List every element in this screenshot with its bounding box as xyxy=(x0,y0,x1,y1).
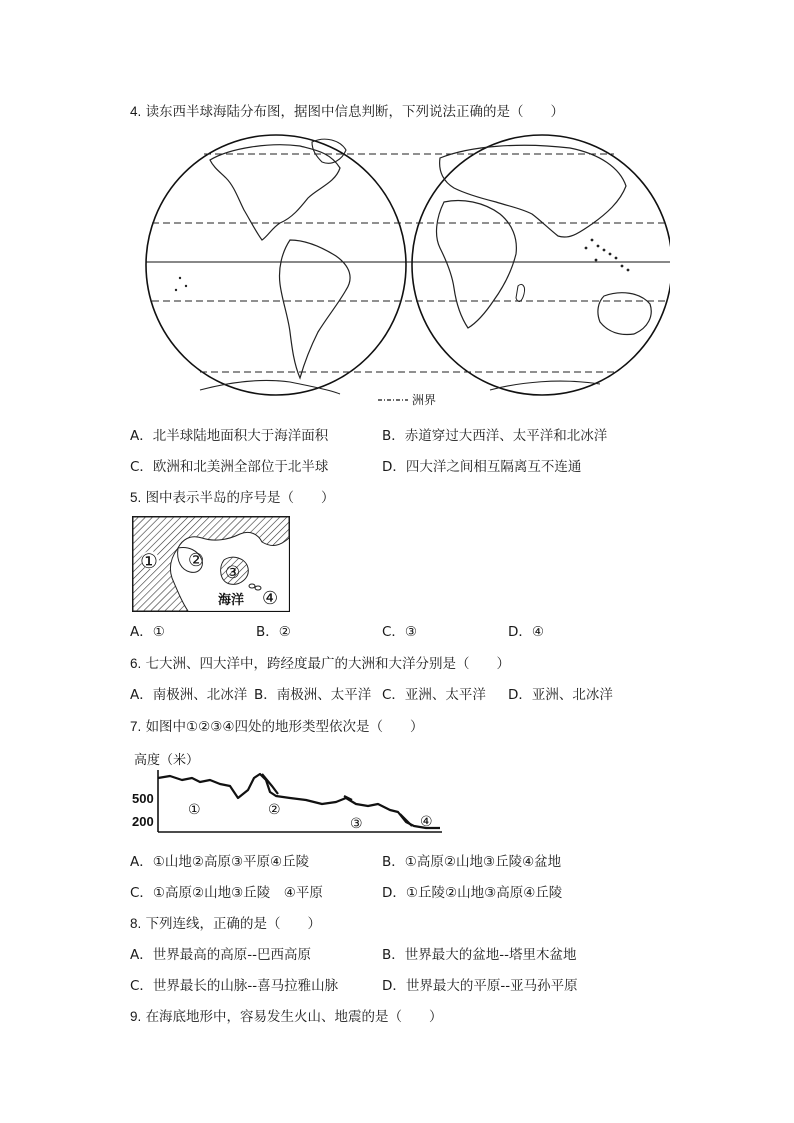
question-8-option-b[interactable]: B．世界最大的盆地--塔里木盆地 xyxy=(382,947,577,963)
peninsula-figure xyxy=(132,516,290,612)
axis-label-height: 高度（米） xyxy=(134,753,200,768)
question-4-option-a[interactable]: A．北半球陆地面积大于海洋面积 xyxy=(130,428,329,444)
question-6-stem: 6. 七大洲、四大洋中，跨经度最广的大洲和大洋分别是（ ） xyxy=(130,656,511,672)
question-7-option-b[interactable]: B．①高原②山地③丘陵④盆地 xyxy=(382,854,562,870)
question-8-stem: 8. 下列连线，正确的是（ ） xyxy=(130,916,322,932)
question-5-option-d[interactable]: D．④ xyxy=(508,624,544,640)
question-8-option-a[interactable]: A．世界最高的高原--巴西高原 xyxy=(130,947,311,963)
tick-500: 500 xyxy=(132,791,154,806)
label-1: ① xyxy=(140,549,158,573)
question-5-option-b[interactable]: B．② xyxy=(256,624,291,640)
question-7-option-a[interactable]: A．①山地②高原③平原④丘陵 xyxy=(130,854,310,870)
question-7-option-d[interactable]: D．①丘陵②山地③高原④丘陵 xyxy=(382,885,563,901)
legend-label: 洲界 xyxy=(412,393,437,407)
question-5-option-a[interactable]: A．① xyxy=(130,624,165,640)
label-ocean: 海洋 xyxy=(218,593,245,608)
question-4-option-c[interactable]: C．欧洲和北美洲全部位于北半球 xyxy=(130,459,329,475)
terrain-profile xyxy=(130,748,446,838)
question-7-stem: 7. 如图中①②③④四处的地形类型依次是（ ） xyxy=(130,719,424,735)
point-label-2: ② xyxy=(268,802,281,818)
question-4-option-b[interactable]: B．赤道穿过大西洋、太平洋和北冰洋 xyxy=(382,428,608,444)
question-6-option-b[interactable]: B．南极洲、太平洋 xyxy=(254,687,372,703)
question-5-stem: 5. 图中表示半岛的序号是（ ） xyxy=(130,490,335,506)
point-label-3: ③ xyxy=(350,816,363,832)
question-6-option-d[interactable]: D．亚洲、北冰洋 xyxy=(508,687,613,703)
question-5-option-c[interactable]: C．③ xyxy=(382,624,418,640)
label-3: ③ xyxy=(225,563,241,583)
label-4: ④ xyxy=(262,588,279,609)
question-6-option-c[interactable]: C．亚洲、太平洋 xyxy=(382,687,486,703)
question-4-option-d[interactable]: D．四大洋之间相互隔离互不连通 xyxy=(382,459,582,475)
label-2: ② xyxy=(188,550,205,571)
hemisphere-map xyxy=(140,128,670,418)
question-8-option-d[interactable]: D．世界最大的平原--亚马孙平原 xyxy=(382,978,578,994)
question-8-option-c[interactable]: C．世界最长的山脉--喜马拉雅山脉 xyxy=(130,978,339,994)
tick-200: 200 xyxy=(132,814,154,829)
point-label-1: ① xyxy=(188,802,201,818)
eastern-hemisphere-outline xyxy=(412,135,670,395)
question-9-stem: 9. 在海底地形中，容易发生火山、地震的是（ ） xyxy=(130,1009,443,1025)
question-4-stem: 4. 读东西半球海陆分布图，据图中信息判断，下列说法正确的是（ ） xyxy=(130,104,565,120)
terrain-line xyxy=(158,774,440,828)
question-7-option-c[interactable]: C．①高原②山地③丘陵 ④平原 xyxy=(130,885,323,901)
point-label-4: ④ xyxy=(420,814,433,830)
western-hemisphere-outline xyxy=(146,135,406,395)
question-6-option-a[interactable]: A．南极洲、北冰洋 xyxy=(130,687,248,703)
